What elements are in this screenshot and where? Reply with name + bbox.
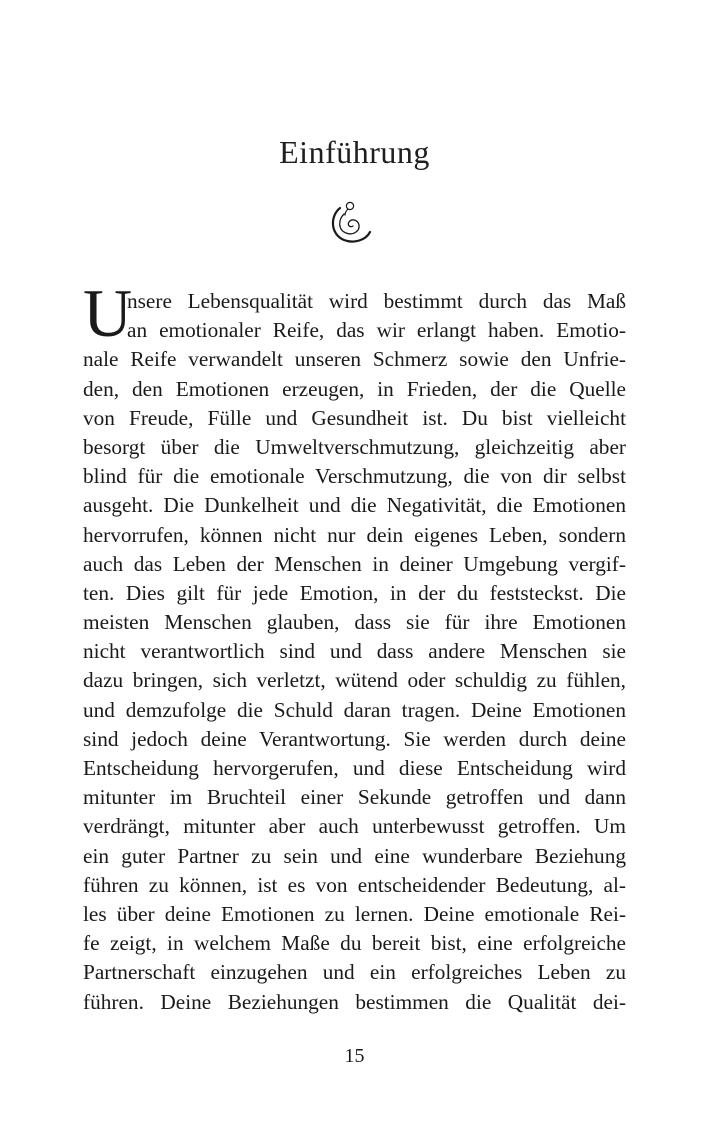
text-line: Entscheidung hervorgerufen, und diese Entscheidung wird <box>83 756 626 780</box>
text-line: Partnerschaft einzugehen und ein erfolgreiches Leben zu <box>83 960 626 985</box>
text-line: an emotionaler Reife, das wir erlangt haben. Emotio- <box>127 318 626 343</box>
chapter-title: Einführung <box>279 134 430 170</box>
swirl-ornament-icon <box>326 198 374 246</box>
text-line: ten. Dies gilt für jede Emotion, in der du feststeckst. Die <box>83 580 626 605</box>
text-line: blind für die emotionale Verschmutzung, die von dir selbst <box>83 464 626 489</box>
page-number: 15 <box>344 1045 365 1067</box>
text-line: nicht verantwortlich sind und dass andere Menschen sie <box>83 639 626 664</box>
text-line: besorgt über die Umweltverschmutzung, gleichzeitig aber <box>83 434 626 459</box>
text-line: mitunter im Bruchteil einer Sekunde getroffen und dann <box>83 785 626 810</box>
text-line: sind jedoch deine Verantwortung. Sie werden durch deine <box>83 726 626 751</box>
text-line: fe zeigt, in welchem Maße du bereit bist, eine erfolgreiche <box>83 931 626 956</box>
text-line: und demzufolge die Schuld daran tragen. Deine Emotionen <box>83 697 626 722</box>
drop-cap: U <box>83 275 133 351</box>
text-line: dazu bringen, sich verletzt, wütend oder schuldig zu fühlen, <box>83 668 626 693</box>
text-line: les über deine Emotionen zu lernen. Deine emotionale Rei- <box>83 901 626 926</box>
text-line: nsere Lebensqualität wird bestimmt durch das Maß <box>127 289 626 313</box>
text-line: hervorrufen, können nicht nur dein eigenes Leben, sondern <box>83 522 626 547</box>
text-line: führen. Deine Beziehungen bestimmen die Qualität dei- <box>83 989 626 1014</box>
text-line: führen zu können, ist es von entscheidender Bedeutung, al- <box>83 872 626 897</box>
text-line: von Freude, Fülle und Gesundheit ist. Du bist vielleicht <box>83 405 626 430</box>
text-line: nale Reife verwandelt unseren Schmerz sowie den Unfrie- <box>83 347 626 372</box>
body-paragraph <box>83 287 626 1017</box>
text-line: verdrängt, mitunter aber auch unterbewusst getroffen. Um <box>83 814 626 839</box>
text-line: meisten Menschen glauben, dass sie für ihre Emotionen <box>83 610 626 635</box>
text-line: den, den Emotionen erzeugen, in Frieden, der die Quelle <box>83 376 626 401</box>
text-line: ausgeht. Die Dunkelheit und die Negativität, die Emotionen <box>83 493 626 518</box>
text-line: ein guter Partner zu sein und eine wunderbare Beziehung <box>83 843 626 868</box>
text-line: auch das Leben der Menschen in deiner Umgebung vergif- <box>83 551 626 576</box>
